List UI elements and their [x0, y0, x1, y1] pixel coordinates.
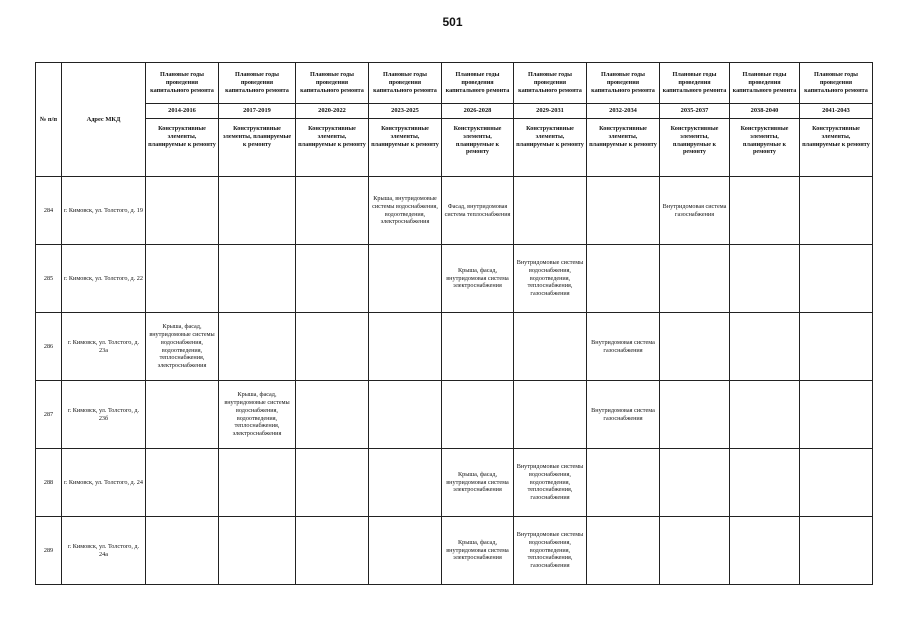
- repair-cell-2026-2028: Крыша, фасад, внутридомовая система электроснабжения: [442, 449, 514, 517]
- period-range: 2035-2037: [660, 104, 730, 119]
- row-number: 289: [36, 517, 62, 585]
- repair-cell-2026-2028: Фасад, внутридомовая система теплоснабжения: [442, 177, 514, 245]
- row-address: г. Кимовск, ул. Толстого, д. 24а: [62, 517, 146, 585]
- repair-cell-2032-2034: Внутридомовая система газоснабжения: [587, 313, 660, 381]
- header-row-titles: [36, 63, 873, 104]
- repair-cell-2017-2019: [219, 313, 296, 381]
- period-range: 2038-2040: [730, 104, 800, 119]
- repair-cell-2041-2043: [800, 517, 873, 585]
- table-row: [36, 245, 873, 313]
- repair-cell-2035-2037: Внутридомовая система газоснабжения: [660, 177, 730, 245]
- repair-cell-2020-2022: [296, 313, 369, 381]
- repair-cell-2026-2028: [442, 313, 514, 381]
- repair-cell-2026-2028: Крыша, фасад, внутридомовая система электроснабжения: [442, 245, 514, 313]
- repair-cell-2029-2031: [514, 381, 587, 449]
- repair-cell-2020-2022: [296, 449, 369, 517]
- elements-header: Конструктивные элементы, планируемые к ремонту: [219, 119, 296, 177]
- repair-cell-2038-2040: [730, 245, 800, 313]
- repair-cell-2014-2016: [146, 245, 219, 313]
- address-header: Адрес МКД: [62, 63, 146, 177]
- header-row-periods: [36, 104, 873, 119]
- row-address: г. Кимовск, ул. Толстого, д. 23б: [62, 381, 146, 449]
- period-range: 2017-2019: [219, 104, 296, 119]
- period-range: 2041-2043: [800, 104, 873, 119]
- num-header: № п/п: [36, 63, 62, 177]
- period-title-header: Плановые годы проведения капитального ремонта: [514, 63, 587, 104]
- row-address: г. Кимовск, ул. Толстого, д. 24: [62, 449, 146, 517]
- elements-header: Конструктивные элементы, планируемые к ремонту: [369, 119, 442, 177]
- repair-cell-2023-2025: [369, 245, 442, 313]
- repair-cell-2029-2031: [514, 313, 587, 381]
- elements-header: Конструктивные элементы, планируемые к ремонту: [800, 119, 873, 177]
- capital-repair-table: [35, 62, 873, 585]
- repair-cell-2032-2034: [587, 517, 660, 585]
- repair-cell-2032-2034: [587, 449, 660, 517]
- period-range: 2020-2022: [296, 104, 369, 119]
- repair-cell-2041-2043: [800, 449, 873, 517]
- repair-cell-2029-2031: Внутридомовые системы водоснабжения, водоотведения, теплоснабжения, газоснабжения: [514, 517, 587, 585]
- repair-cell-2017-2019: [219, 517, 296, 585]
- repair-cell-2020-2022: [296, 177, 369, 245]
- row-number: 285: [36, 245, 62, 313]
- repair-cell-2020-2022: [296, 381, 369, 449]
- table-row: [36, 517, 873, 585]
- period-title-header: Плановые годы проведения капитального ремонта: [730, 63, 800, 104]
- header-row-elements: [36, 119, 873, 177]
- repair-cell-2035-2037: [660, 381, 730, 449]
- repair-cell-2017-2019: [219, 449, 296, 517]
- period-title-header: Плановые годы проведения капитального ремонта: [800, 63, 873, 104]
- table-row: [36, 449, 873, 517]
- period-range: 2032-2034: [587, 104, 660, 119]
- repair-cell-2035-2037: [660, 313, 730, 381]
- repair-cell-2014-2016: [146, 449, 219, 517]
- table-row: [36, 177, 873, 245]
- repair-cell-2032-2034: Внутридомовая система газоснабжения: [587, 381, 660, 449]
- repair-cell-2014-2016: [146, 177, 219, 245]
- repair-cell-2023-2025: [369, 517, 442, 585]
- repair-cell-2038-2040: [730, 177, 800, 245]
- repair-cell-2035-2037: [660, 449, 730, 517]
- repair-cell-2020-2022: [296, 517, 369, 585]
- period-title-header: Плановые годы проведения капитального ремонта: [146, 63, 219, 104]
- period-title-header: Плановые годы проведения капитального ремонта: [660, 63, 730, 104]
- elements-header: Конструктивные элементы, планируемые к ремонту: [730, 119, 800, 177]
- elements-header: Конструктивные элементы, планируемые к ремонту: [660, 119, 730, 177]
- period-title-header: Плановые годы проведения капитального ремонта: [587, 63, 660, 104]
- repair-cell-2041-2043: [800, 245, 873, 313]
- table-row: [36, 313, 873, 381]
- repair-cell-2023-2025: Крыша, внутридомовые системы водоснабжения, водоотведения, электроснабжения: [369, 177, 442, 245]
- row-address: г. Кимовск, ул. Толстого, д. 22: [62, 245, 146, 313]
- period-range: 2026-2028: [442, 104, 514, 119]
- table-body: [36, 177, 873, 585]
- elements-header: Конструктивные элементы, планируемые к ремонту: [514, 119, 587, 177]
- repair-cell-2026-2028: [442, 381, 514, 449]
- repair-cell-2041-2043: [800, 313, 873, 381]
- row-address: г. Кимовск, ул. Толстого, д. 19: [62, 177, 146, 245]
- period-title-header: Плановые годы проведения капитального ремонта: [219, 63, 296, 104]
- repair-cell-2023-2025: [369, 449, 442, 517]
- period-range: 2029-2031: [514, 104, 587, 119]
- repair-cell-2038-2040: [730, 449, 800, 517]
- repair-cell-2041-2043: [800, 177, 873, 245]
- period-title-header: Плановые годы проведения капитального ремонта: [369, 63, 442, 104]
- repair-cell-2014-2016: [146, 381, 219, 449]
- elements-header: Конструктивные элементы, планируемые к ремонту: [296, 119, 369, 177]
- repair-cell-2020-2022: [296, 245, 369, 313]
- repair-cell-2023-2025: [369, 313, 442, 381]
- repair-cell-2029-2031: Внутридомовые системы водоснабжения, водоотведения, теплоснабжения, газоснабжения: [514, 449, 587, 517]
- repair-cell-2038-2040: [730, 517, 800, 585]
- table-row: [36, 381, 873, 449]
- repair-cell-2032-2034: [587, 177, 660, 245]
- repair-cell-2017-2019: [219, 177, 296, 245]
- repair-cell-2029-2031: [514, 177, 587, 245]
- period-title-header: Плановые годы проведения капитального ремонта: [442, 63, 514, 104]
- repair-cell-2032-2034: [587, 245, 660, 313]
- repair-cell-2035-2037: [660, 517, 730, 585]
- repair-cell-2014-2016: [146, 517, 219, 585]
- row-number: 287: [36, 381, 62, 449]
- row-address: г. Кимовск, ул. Толстого, д. 23а: [62, 313, 146, 381]
- repair-cell-2017-2019: [219, 245, 296, 313]
- repair-cell-2035-2037: [660, 245, 730, 313]
- repair-cell-2014-2016: Крыша, фасад, внутридомовые системы водоснабжения, водоотведения, теплоснабжения, электроснабжения: [146, 313, 219, 381]
- repair-cell-2041-2043: [800, 381, 873, 449]
- repair-cell-2023-2025: [369, 381, 442, 449]
- repair-cell-2017-2019: Крыша, фасад, внутридомовые системы водоснабжения, водоотведения, теплоснабжения, электроснабжения: [219, 381, 296, 449]
- elements-header: Конструктивные элементы, планируемые к ремонту: [146, 119, 219, 177]
- row-number: 284: [36, 177, 62, 245]
- repair-cell-2038-2040: [730, 381, 800, 449]
- period-range: 2014-2016: [146, 104, 219, 119]
- row-number: 288: [36, 449, 62, 517]
- period-title-header: Плановые годы проведения капитального ремонта: [296, 63, 369, 104]
- period-range: 2023-2025: [369, 104, 442, 119]
- repair-cell-2026-2028: Крыша, фасад, внутридомовая система электроснабжения: [442, 517, 514, 585]
- elements-header: Конструктивные элементы, планируемые к ремонту: [587, 119, 660, 177]
- repair-cell-2038-2040: [730, 313, 800, 381]
- elements-header: Конструктивные элементы, планируемые к ремонту: [442, 119, 514, 177]
- row-number: 286: [36, 313, 62, 381]
- page-number: 501: [442, 15, 463, 29]
- repair-cell-2029-2031: Внутридомовые системы водоснабжения, водоотведения, теплоснабжения, газоснабжения: [514, 245, 587, 313]
